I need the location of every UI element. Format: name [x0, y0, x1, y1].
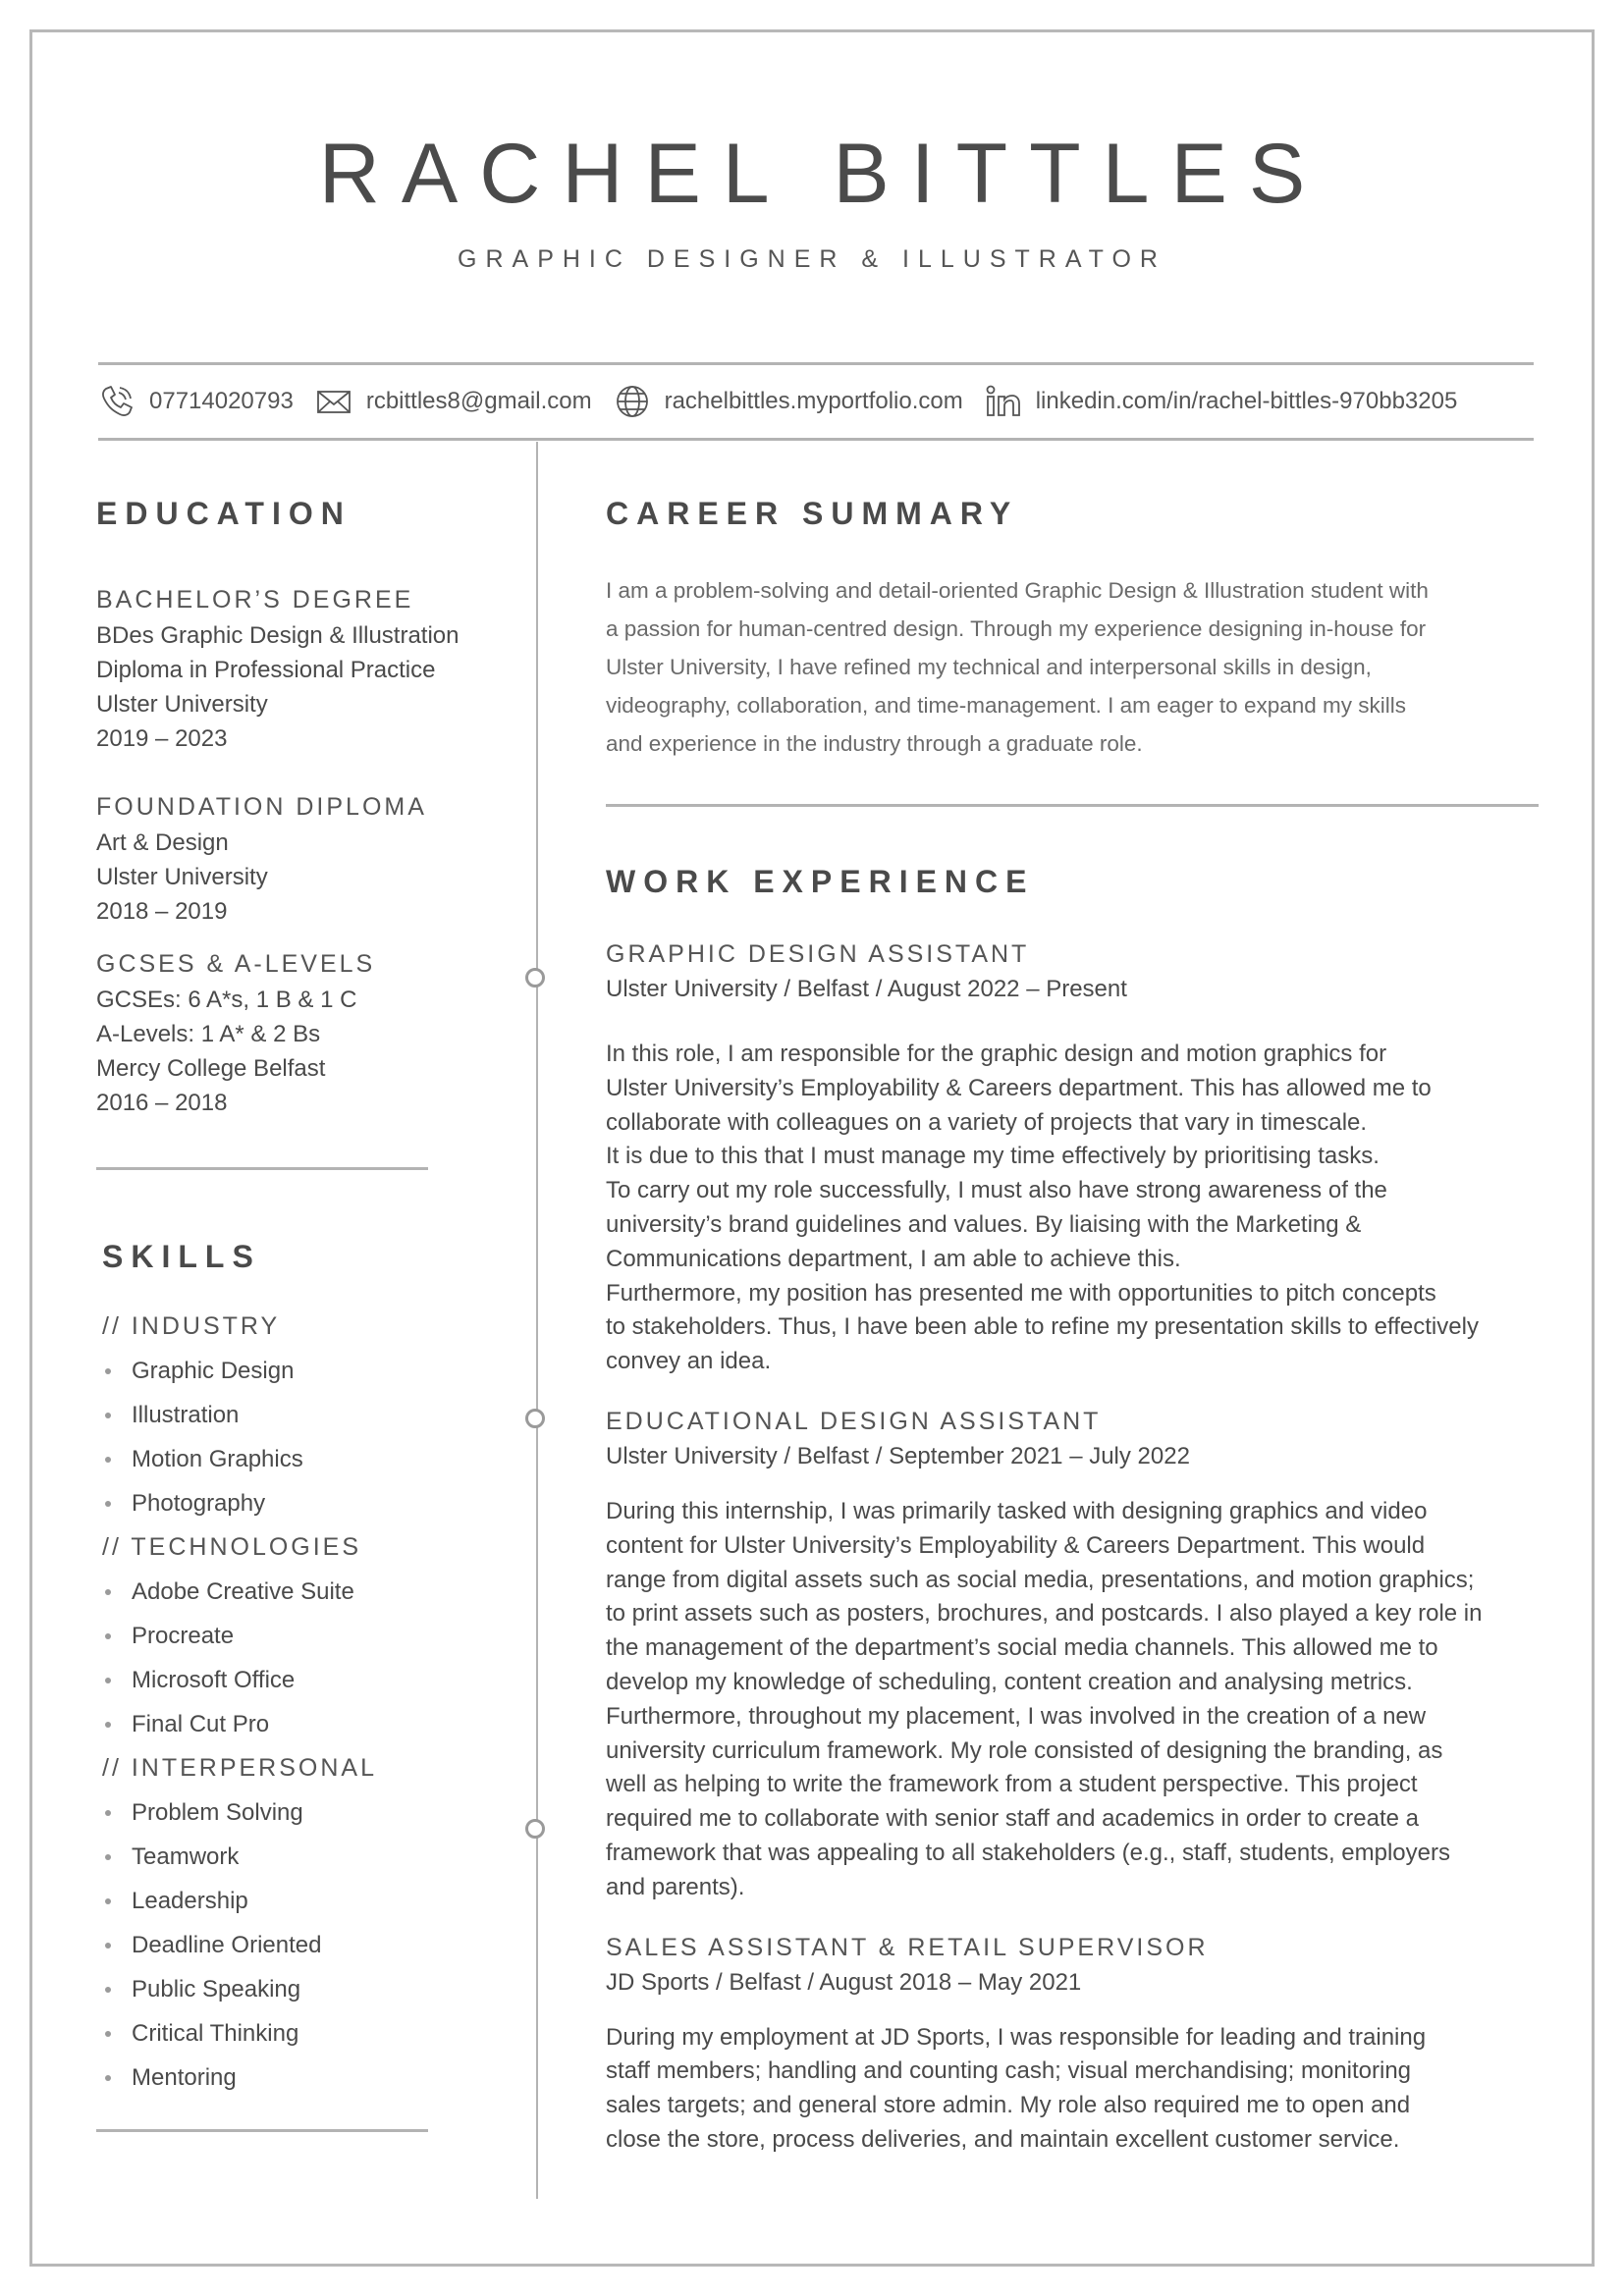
skill-item: Microsoft Office — [102, 1658, 509, 1702]
contact-website[interactable] — [614, 383, 963, 420]
contact-bottom-rule — [98, 438, 1534, 441]
education-entry — [96, 586, 509, 756]
education-line: A-Levels: 1 A* & 2 Bs — [96, 1021, 321, 1047]
summary-line: a passion for human-centred design. Through my experience designing in-house for — [606, 616, 1427, 641]
job-line: staff members; handling and counting cash; visual merchandising; monitoring — [606, 2057, 1412, 2085]
job-line: Ulster University’s Employability & Careers department. This has allowed me to — [606, 1074, 1432, 1101]
skill-item: Adobe Creative Suite — [102, 1570, 509, 1614]
education-line: Art & Design — [96, 829, 229, 856]
career-summary-text — [606, 571, 1539, 763]
skills-divider — [96, 2129, 428, 2132]
job-line: To carry out my role successfully, I must also have strong awareness of the — [606, 1177, 1387, 1204]
job-line: university curriculum framework. My role consisted of designing the branding, as — [606, 1736, 1443, 1764]
contact-email[interactable] — [315, 383, 592, 420]
contact-linkedin[interactable] — [985, 383, 1458, 420]
contact-bar — [98, 377, 1534, 426]
job-entry — [606, 937, 1539, 1379]
contact-linkedin-text: linkedin.com/in/rachel-bittles-970bb3205 — [1035, 388, 1458, 414]
linkedin-icon — [985, 383, 1022, 420]
globe-icon — [614, 383, 651, 420]
education-divider — [96, 1167, 428, 1170]
skill-item: Mentoring — [102, 2056, 509, 2100]
education-title: GCSES & A-LEVELS — [96, 950, 376, 978]
job-line: close the store, process deliveries, and maintain excellent customer service. — [606, 2125, 1400, 2153]
education-line: GCSEs: 6 A*s, 1 B & 1 C — [96, 987, 357, 1013]
job-title: EDUCATIONAL DESIGN ASSISTANT — [606, 1407, 1102, 1435]
education-line: 2019 – 2023 — [96, 725, 228, 752]
job-description — [606, 2021, 1539, 2158]
education-line: Mercy College Belfast — [96, 1055, 326, 1082]
skill-item: Illustration — [102, 1393, 509, 1437]
education-heading: EDUCATION — [96, 496, 352, 531]
skill-category-industry: // INDUSTRY — [102, 1312, 281, 1340]
skill-item: Teamwork — [102, 1835, 509, 1879]
skill-item: Leadership — [102, 1879, 509, 1923]
job-line: university’s brand guidelines and values. By liaising with the Marketing & — [606, 1210, 1362, 1238]
education-line: Ulster University — [96, 864, 268, 890]
job-line: It is due to this that I must manage my time effectively by prioritising tasks. — [606, 1143, 1380, 1170]
phone-icon — [98, 383, 135, 420]
job-meta: Ulster University / Belfast / September 2021 – July 2022 — [606, 1442, 1190, 1469]
contact-phone-text: 07714020793 — [149, 388, 294, 414]
job-line: and parents). — [606, 1873, 745, 1900]
job-meta: JD Sports / Belfast / August 2018 – May 2021 — [606, 1968, 1082, 1996]
summary-line: videography, collaboration, and time-management. I am eager to expand my skills — [606, 693, 1407, 718]
summary-divider — [606, 804, 1539, 807]
job-line: required me to collaborate with senior staff and academics in order to create a — [606, 1805, 1419, 1833]
job-description — [606, 1038, 1539, 1379]
skill-item: Graphic Design — [102, 1349, 509, 1393]
candidate-subtitle: GRAPHIC DESIGNER & ILLUSTRATOR — [458, 245, 1166, 273]
timeline-dot — [525, 1819, 545, 1839]
skill-item: Procreate — [102, 1614, 509, 1658]
skill-item: Motion Graphics — [102, 1437, 509, 1481]
job-title: SALES ASSISTANT & RETAIL SUPERVISOR — [606, 1933, 1209, 1961]
job-meta: Ulster University / Belfast / August 2022 – Present — [606, 976, 1127, 1002]
job-line: In this role, I am responsible for the graphic design and motion graphics for — [606, 1041, 1387, 1067]
job-line: convey an idea. — [606, 1348, 772, 1375]
contact-email-text: rcbittles8@gmail.com — [365, 388, 592, 414]
education-line: BDes Graphic Design & Illustration — [96, 622, 460, 649]
job-line: develop my knowledge of scheduling, content creation and analysing metrics. — [606, 1668, 1413, 1695]
summary-line: Ulster University, I have refined my technical and interpersonal skills in design, — [606, 655, 1372, 679]
skill-item: Critical Thinking — [102, 2011, 509, 2056]
job-line: to print assets such as posters, brochures, and postcards. I also played a key role in — [606, 1600, 1483, 1628]
work-experience-heading: WORK EXPERIENCE — [606, 864, 1035, 899]
job-title: GRAPHIC DESIGN ASSISTANT — [606, 940, 1030, 968]
contact-phone[interactable] — [98, 383, 294, 420]
contact-website-text: rachelbittles.myportfolio.com — [664, 388, 963, 414]
skills-heading: SKILLS — [102, 1239, 261, 1274]
job-line: range from digital assets such as social media, presentations, and motion graphics; — [606, 1566, 1475, 1593]
job-line: content for Ulster University’s Employability & Careers Department. This would — [606, 1531, 1426, 1559]
job-line: sales targets; and general store admin. My role also required me to open and — [606, 2092, 1411, 2119]
education-line: 2016 – 2018 — [96, 1090, 228, 1116]
job-entry — [606, 1405, 1539, 1905]
mail-icon — [315, 383, 352, 420]
skill-category-interpersonal: // INTERPERSONAL — [102, 1754, 377, 1782]
education-line: 2018 – 2019 — [96, 898, 228, 925]
skill-item: Final Cut Pro — [102, 1702, 509, 1746]
job-line: Furthermore, throughout my placement, I was involved in the creation of a new — [606, 1702, 1427, 1730]
education-line: Ulster University — [96, 691, 268, 718]
skills-list — [96, 1305, 509, 2100]
skill-item: Deadline Oriented — [102, 1923, 509, 1967]
job-line: the management of the department’s social media channels. This allowed me to — [606, 1634, 1438, 1662]
summary-line: and experience in the industry through a graduate role. — [606, 731, 1143, 756]
timeline-dot — [525, 968, 545, 988]
skill-category-technologies: // TECHNOLOGIES — [102, 1533, 362, 1561]
job-line: Communications department, I am able to achieve this. — [606, 1245, 1181, 1272]
job-line: Furthermore, my position has presented me with opportunities to pitch concepts — [606, 1279, 1436, 1307]
right-column — [606, 496, 1539, 2158]
job-line: well as helping to write the framework from a student perspective. This project — [606, 1771, 1418, 1798]
job-entry — [606, 1931, 1539, 2158]
left-column — [96, 496, 509, 2132]
education-title: FOUNDATION DIPLOMA — [96, 793, 427, 821]
summary-line: I am a problem-solving and detail-oriented Graphic Design & Illustration student with — [606, 578, 1429, 603]
candidate-name: RACHEL BITTLES — [318, 127, 1327, 221]
timeline-dot — [525, 1409, 545, 1428]
skill-item: Public Speaking — [102, 1967, 509, 2011]
job-line: collaborate with colleagues on a variety of projects that vary in timescale. — [606, 1108, 1368, 1136]
job-line: During this internship, I was primarily tasked with designing graphics and video — [606, 1497, 1428, 1524]
education-entry — [96, 793, 509, 929]
column-divider — [536, 442, 538, 2199]
job-line: framework that was appealing to all stakeholders (e.g., staff, students, employers — [606, 1839, 1450, 1866]
education-line: Diploma in Professional Practice — [96, 657, 436, 683]
education-entry — [96, 950, 509, 1120]
career-summary-heading: CAREER SUMMARY — [606, 496, 1019, 531]
education-title: BACHELOR’S DEGREE — [96, 586, 414, 614]
job-description — [606, 1495, 1539, 1905]
job-line: to stakeholders. Thus, I have been able to refine my presentation skills to effectively — [606, 1313, 1479, 1341]
contact-top-rule — [98, 362, 1534, 365]
job-line: During my employment at JD Sports, I was responsible for leading and training — [606, 2023, 1427, 2051]
skill-item: Problem Solving — [102, 1790, 509, 1835]
skill-item: Photography — [102, 1481, 509, 1525]
